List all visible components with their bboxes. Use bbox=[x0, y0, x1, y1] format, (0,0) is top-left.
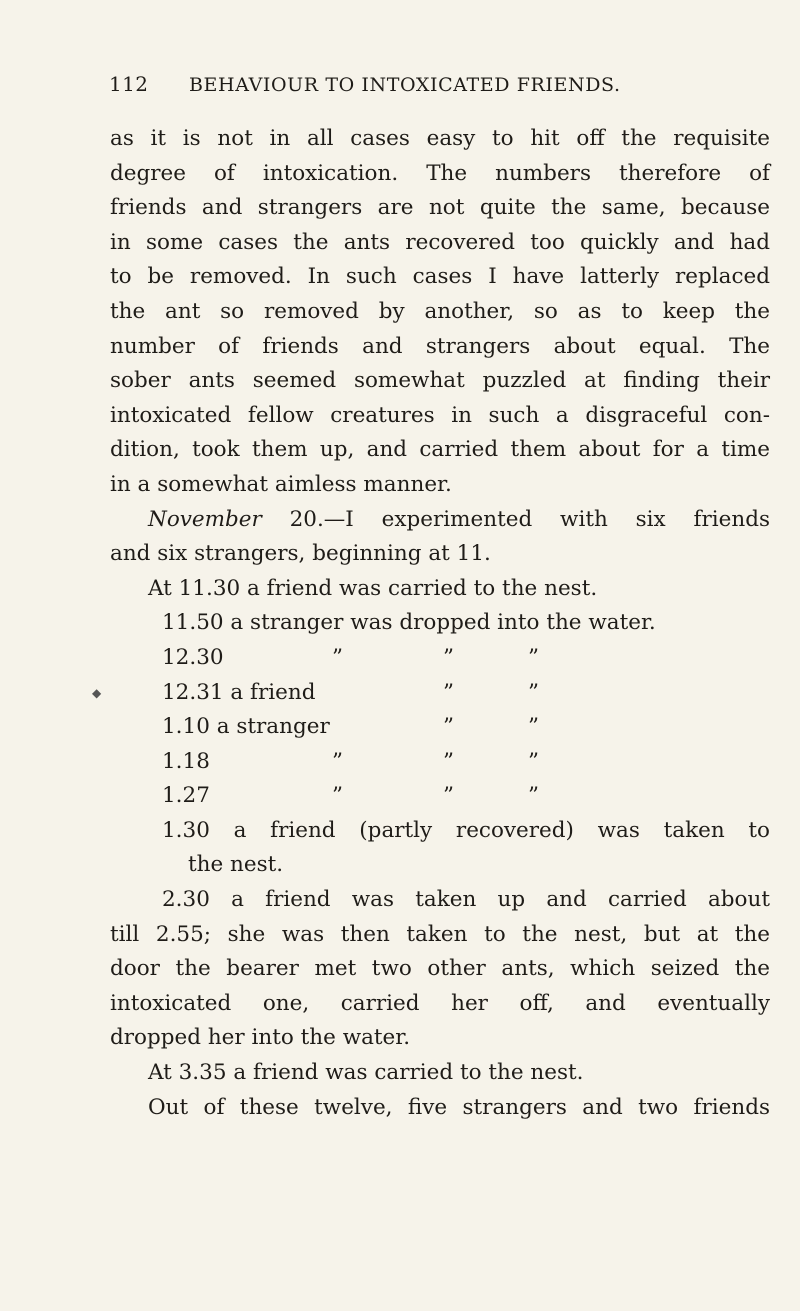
text-line: dition, took them up, and carried them about for a time bbox=[110, 437, 770, 463]
text-line: intoxicated fellow creatures in such a disgraceful con- bbox=[110, 402, 770, 428]
entry-line bbox=[110, 503, 770, 538]
log-time: 1.10 a stranger bbox=[162, 714, 330, 740]
ditto-mark: ” bbox=[443, 783, 454, 809]
stray-mark-icon: ◆ bbox=[92, 686, 102, 700]
ditto-mark: ” bbox=[528, 679, 539, 705]
log-line: intoxicated one, carried her off, and eventually bbox=[110, 990, 770, 1016]
text-line: the ant so removed by another, so as to keep the bbox=[110, 298, 770, 324]
log-line: dropped her into the water. bbox=[110, 1025, 411, 1051]
text-line: friends and strangers are not quite the same, because bbox=[110, 195, 770, 221]
log-line: till 2.55; she was then taken to the nest, but at the bbox=[110, 921, 770, 947]
text-line: to be removed. In such cases I have latterly replaced bbox=[110, 264, 770, 290]
running-title: BEHAVIOUR TO INTOXICATED FRIENDS. bbox=[189, 74, 621, 96]
text-line: in some cases the ants recovered too quickly and had bbox=[110, 229, 770, 255]
ditto-mark: ” bbox=[528, 783, 539, 809]
ditto-mark: ” bbox=[443, 714, 454, 740]
log-line: door the bearer met two other ants, which seized the bbox=[110, 956, 770, 982]
log-row bbox=[110, 710, 770, 745]
text-line: degree of intoxication. The numbers therefore of bbox=[110, 160, 770, 186]
entry-line: and six strangers, beginning at 11. bbox=[110, 541, 491, 567]
ditto-mark: ” bbox=[528, 644, 539, 670]
text-line: sober ants seemed somewhat puzzled at finding their bbox=[110, 368, 770, 394]
ditto-mark: ” bbox=[443, 679, 454, 705]
text-line: number of friends and strangers about equal. The bbox=[110, 333, 770, 359]
body-text bbox=[110, 122, 770, 1125]
log-time: 1.18 bbox=[162, 748, 210, 774]
log-row bbox=[110, 779, 770, 814]
ditto-mark: ” bbox=[332, 783, 343, 809]
log-row bbox=[110, 676, 770, 711]
entry-date: November bbox=[148, 506, 262, 532]
log-time: 12.31 a friend bbox=[162, 679, 316, 705]
ditto-mark: ” bbox=[332, 644, 343, 670]
log-line: Out of these twelve, five strangers and two friends bbox=[148, 1094, 770, 1120]
page-number: 112 bbox=[109, 72, 149, 96]
log-line: 11.50 a stranger was dropped into the water. bbox=[162, 610, 656, 636]
text-line: in a somewhat aimless manner. bbox=[110, 471, 452, 497]
log-time: 1.27 bbox=[162, 783, 210, 809]
ditto-mark: ” bbox=[332, 748, 343, 774]
log-row bbox=[110, 641, 770, 676]
log-line: At 3.35 a friend was carried to the nest. bbox=[148, 1060, 584, 1086]
log-line: 1.30 a friend (partly recovered) was taken to bbox=[162, 817, 770, 843]
log-line: the nest. bbox=[188, 852, 284, 878]
log-row bbox=[110, 745, 770, 780]
entry-rest: 20.—I experimented with six friends bbox=[261, 506, 770, 532]
running-head bbox=[109, 72, 769, 96]
ditto-mark: ” bbox=[528, 748, 539, 774]
ditto-mark: ” bbox=[528, 714, 539, 740]
ditto-mark: ” bbox=[443, 748, 454, 774]
log-line: At 11.30 a friend was carried to the nest. bbox=[148, 575, 598, 601]
log-line: 2.30 a friend was taken up and carried about bbox=[162, 887, 770, 913]
log-time: 12.30 bbox=[162, 644, 224, 670]
ditto-mark: ” bbox=[443, 644, 454, 670]
text-line: as it is not in all cases easy to hit off the requisite bbox=[110, 126, 770, 151]
